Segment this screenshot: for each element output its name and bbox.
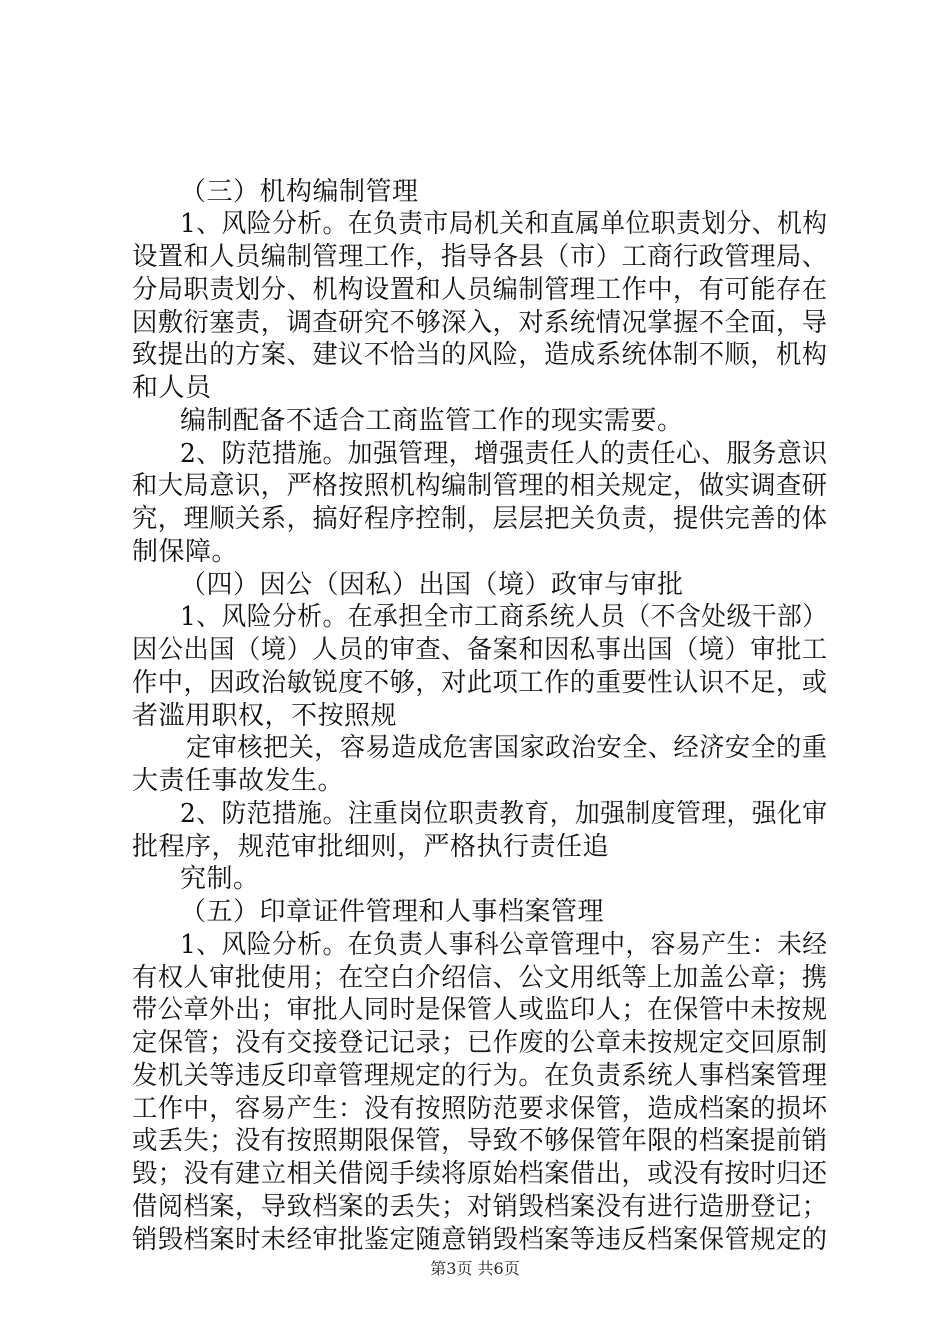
paragraph-line: 毁；没有建立相关借阅手续将原始档案借出，或没有按时归还: [132, 1159, 828, 1189]
paragraph-line: 有权人审批使用；在空白介绍信、公文用纸等上加盖公章；携: [132, 963, 828, 993]
paragraph-line: 工作中，容易产生：没有按照防范要求保管，造成档案的损坏: [132, 1094, 828, 1124]
paragraph-line: 借阅档案，导致档案的丢失；对销毁档案没有进行造册登记；: [132, 1192, 828, 1222]
paragraph-line: 大责任事故发生。: [132, 766, 345, 796]
paragraph-line: 2、防范措施。加强管理，增强责任人的责任心、服务意识: [180, 439, 828, 469]
paragraph-line: 究制。: [180, 864, 260, 894]
page-number-footer: 第3页 共6页: [430, 1259, 520, 1278]
paragraph-line: 1、风险分析。在承担全市工商系统人员（不含处级干部）: [180, 602, 828, 632]
section-heading-3: （三）机构编制管理: [180, 177, 419, 207]
paragraph-line: 1、风险分析。在负责人事科公章管理中，容易产生：未经: [180, 930, 828, 960]
paragraph-line: 分局职责划分、机构设置和人员编制管理工作中，有可能存在: [132, 275, 828, 305]
paragraph-line: 编制配备不适合工商监管工作的现实需要。: [180, 406, 684, 436]
section-heading-4: （四）因公（因私）出国（境）政审与审批: [180, 570, 684, 600]
paragraph-line: 和人员: [132, 373, 212, 403]
paragraph-line: 制保障。: [132, 537, 239, 567]
paragraph-line: 定审核把关，容易造成危害国家政治安全、经济安全的重: [186, 733, 828, 763]
paragraph-line: 带公章外出；审批人同时是保管人或监印人；在保管中未按规: [132, 995, 828, 1025]
section-heading-5: （五）印章证件管理和人事档案管理: [180, 897, 605, 927]
paragraph-line: 批程序，规范审批细则，严格执行责任追: [132, 832, 610, 862]
paragraph-line: 作中，因政治敏锐度不够，对此项工作的重要性认识不足，或: [132, 668, 828, 698]
paragraph-line: 1、风险分析。在负责市局机关和直属单位职责划分、机构: [180, 209, 828, 239]
paragraph-line: 和大局意识，严格按照机构编制管理的相关规定，做实调查研: [132, 471, 828, 501]
paragraph-line: 究，理顺关系，搞好程序控制，层层把关负责，提供完善的体: [132, 504, 828, 534]
paragraph-line: 或丢失；没有按照期限保管，导致不够保管年限的档案提前销: [132, 1126, 828, 1156]
paragraph-line: 因敷衍塞责，调查研究不够深入，对系统情况掌握不全面，导: [132, 308, 828, 338]
paragraph-line: 销毁档案时未经审批鉴定随意销毁档案等违反档案保管规定的: [132, 1225, 828, 1255]
paragraph-line: 者滥用职权，不按照规: [132, 701, 398, 731]
paragraph-line: 发机关等违反印章管理规定的行为。在负责系统人事档案管理: [132, 1061, 828, 1091]
paragraph-line: 因公出国（境）人员的审查、备案和因私事出国（境）审批工: [132, 635, 828, 665]
paragraph-line: 致提出的方案、建议不恰当的风险，造成系统体制不顺，机构: [132, 340, 828, 370]
paragraph-line: 定保管；没有交接登记记录；已作废的公章未按规定交回原制: [132, 1028, 828, 1058]
paragraph-line: 2、防范措施。注重岗位职责教育，加强制度管理，强化审: [180, 799, 828, 829]
paragraph-line: 设置和人员编制管理工作，指导各县（市）工商行政管理局、: [132, 242, 828, 272]
